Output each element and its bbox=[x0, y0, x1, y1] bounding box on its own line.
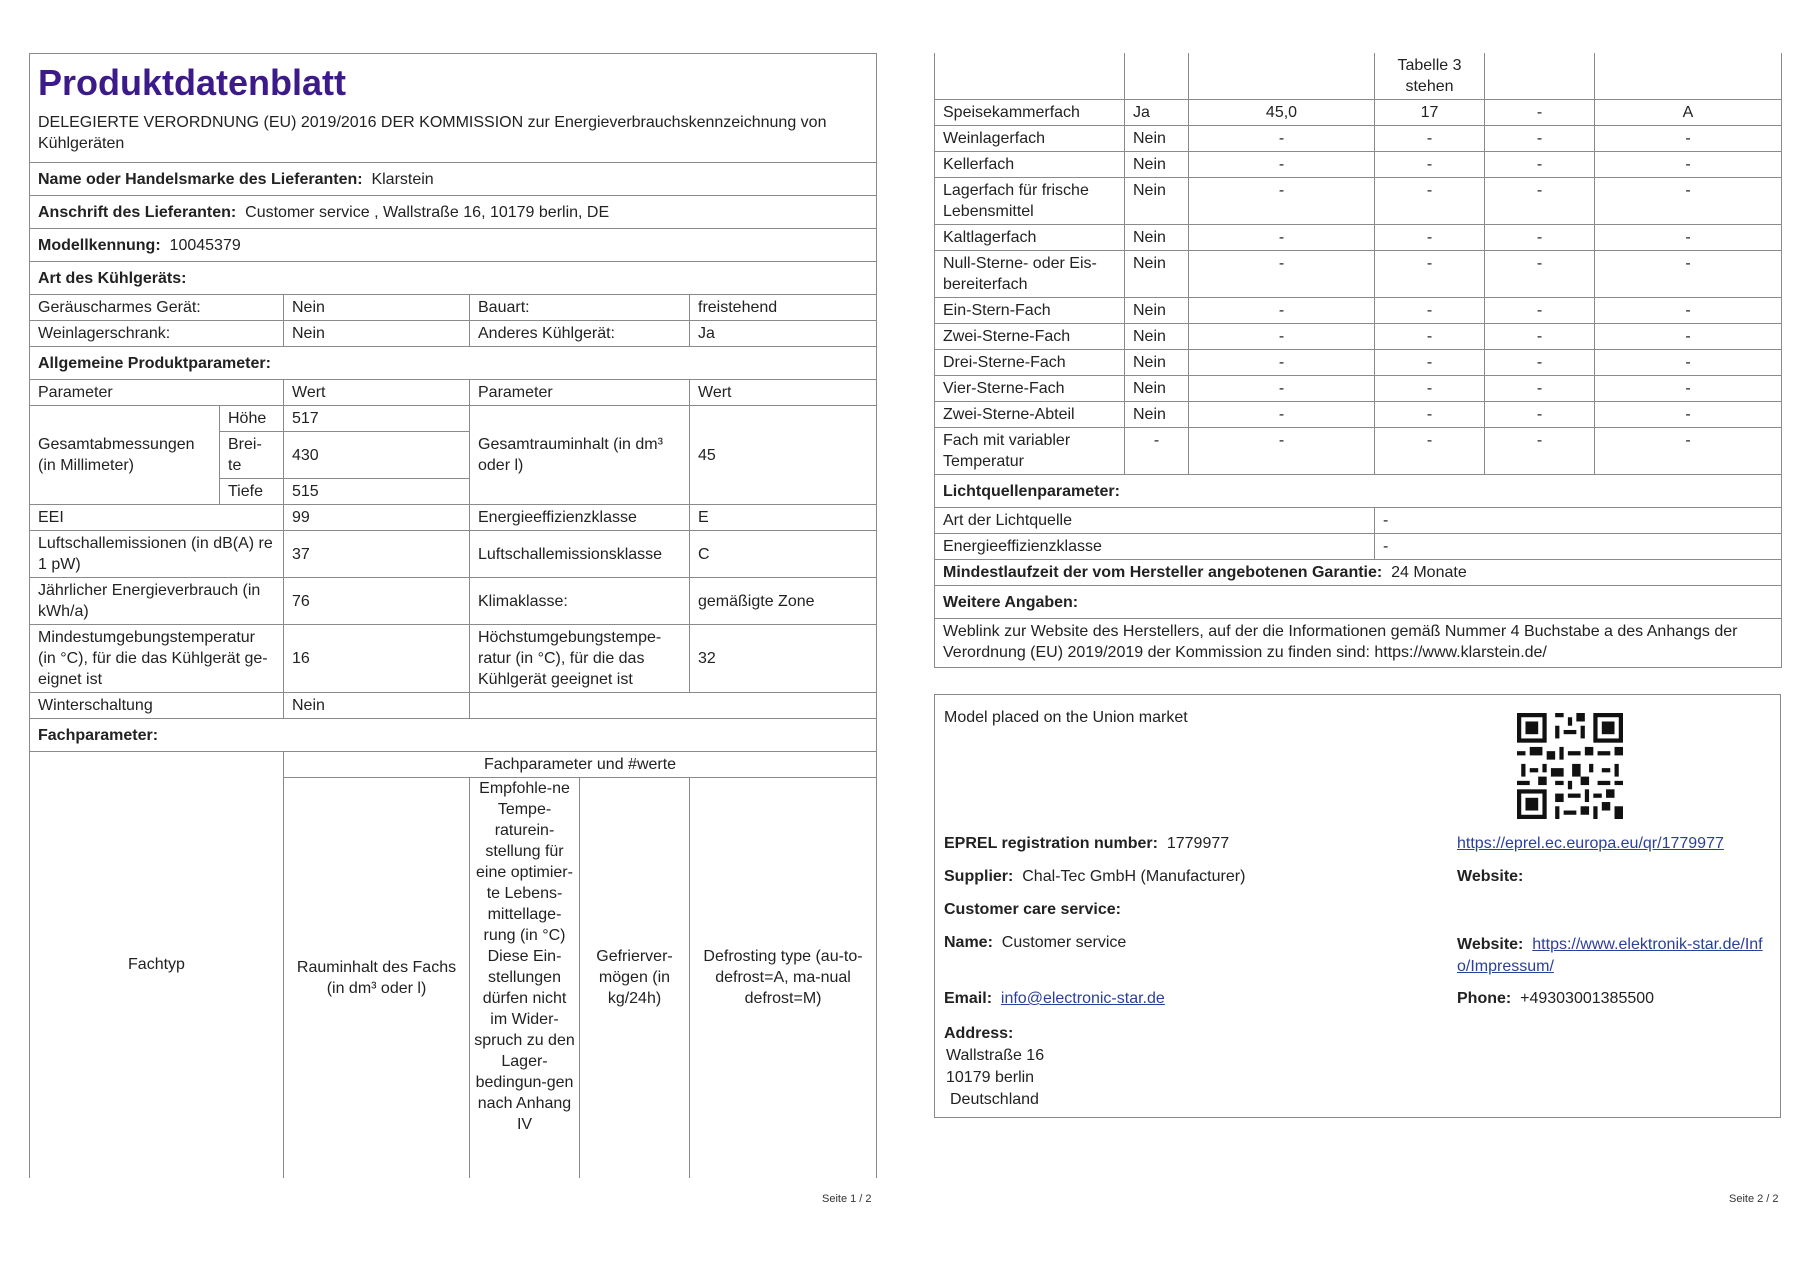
compartment-volume: - bbox=[1189, 178, 1375, 225]
light-type-value: - bbox=[1375, 508, 1782, 534]
depth-value: 515 bbox=[284, 479, 470, 505]
compartment-name: Weinlagerfach bbox=[935, 126, 1125, 152]
compartment-temp: - bbox=[1375, 152, 1485, 178]
compartment-defrost: - bbox=[1595, 324, 1782, 350]
type-param: Weinlagerschrank: bbox=[30, 321, 284, 347]
compartment-temp: - bbox=[1375, 402, 1485, 428]
compartment-volume: - bbox=[1189, 350, 1375, 376]
dimensions-label: Gesamtabmessungen (in Millimeter) bbox=[30, 406, 220, 505]
col-param-header: Parameter bbox=[470, 380, 690, 406]
compartment-volume: - bbox=[1189, 225, 1375, 251]
compartment-volume: - bbox=[1189, 152, 1375, 178]
compartment-heading: Fachparameter: bbox=[30, 719, 877, 752]
col-freezing-capacity: Gefrierver-mögen (in kg/24h) bbox=[580, 778, 690, 1178]
col-defrost-type: Defrosting type (au-to-defrost=A, ma-nual defrost=M) bbox=[690, 778, 877, 1178]
compartment-freeze: - bbox=[1485, 324, 1595, 350]
compartment-defrost: - bbox=[1595, 298, 1782, 324]
type-value: freistehend bbox=[690, 295, 877, 321]
compartment-present: Nein bbox=[1125, 152, 1189, 178]
compartment-defrost: - bbox=[1595, 376, 1782, 402]
param-label: Mindestumgebungstemperatur (in °C), für die das Kühlgerät ge-eignet ist bbox=[30, 625, 284, 693]
appliance-type-heading: Art des Kühlgeräts: bbox=[30, 262, 877, 295]
col-param-header: Parameter bbox=[30, 380, 284, 406]
compartment-volume: - bbox=[1189, 324, 1375, 350]
supplier-address-label: Anschrift des Lieferanten: bbox=[38, 203, 237, 221]
qr-code-icon bbox=[1517, 713, 1623, 819]
compartment-name: Zwei-Sterne-Abteil bbox=[935, 402, 1125, 428]
type-value: Nein bbox=[284, 321, 470, 347]
compartment-freeze: - bbox=[1485, 350, 1595, 376]
compartment-temp: - bbox=[1375, 225, 1485, 251]
compartment-temp: - bbox=[1375, 324, 1485, 350]
light-class-value: - bbox=[1375, 534, 1782, 560]
compartment-freeze: - bbox=[1485, 376, 1595, 402]
type-param: Anderes Kühlgerät: bbox=[470, 321, 690, 347]
compartment-present: Nein bbox=[1125, 350, 1189, 376]
height-value: 517 bbox=[284, 406, 470, 432]
compartment-row bbox=[935, 152, 1782, 178]
param-label: Höchstumgebungstempe-ratur (in °C), für die das Kühlgerät geeignet ist bbox=[470, 625, 690, 693]
compartment-temp: - bbox=[1375, 178, 1485, 225]
supplier-value: Chal-Tec GmbH (Manufacturer) bbox=[1022, 868, 1246, 885]
compartment-temp: - bbox=[1375, 376, 1485, 402]
compartment-present: Nein bbox=[1125, 402, 1189, 428]
type-value: Nein bbox=[284, 295, 470, 321]
compartment-volume: 45,0 bbox=[1189, 100, 1375, 126]
type-param: Geräuscharmes Gerät: bbox=[30, 295, 284, 321]
compartment-temp: - bbox=[1375, 298, 1485, 324]
col-recommended-temp: Empfohle-ne Tempe-raturein-stellung für eine optimier-te Lebens-mittellage-rung (in °C) Diese Ein-stellungen dürfen nicht im Wider-spruch zu den Lager-bedingun-gen nach Anhang IV bbox=[470, 778, 580, 1178]
email-label: Email: bbox=[944, 990, 993, 1007]
email-link[interactable]: info@electronic-star.de bbox=[1000, 990, 1165, 1007]
address-line: Wallstraße 16 bbox=[946, 1047, 1045, 1064]
compartment-present: Nein bbox=[1125, 376, 1189, 402]
care-name-value: Customer service bbox=[1001, 934, 1127, 951]
compartment-temp: - bbox=[1375, 428, 1485, 475]
param-value: 99 bbox=[284, 505, 470, 531]
eprel-reg-label: EPREL registration number: bbox=[944, 835, 1158, 852]
compartment-defrost: - bbox=[1595, 152, 1782, 178]
compartment-row bbox=[935, 178, 1782, 225]
compartment-row bbox=[935, 225, 1782, 251]
compartment-name: Zwei-Sterne-Fach bbox=[935, 324, 1125, 350]
compartment-present: Nein bbox=[1125, 251, 1189, 298]
type-value: Ja bbox=[690, 321, 877, 347]
compartment-row bbox=[935, 324, 1782, 350]
param-label: Klimaklasse: bbox=[470, 578, 690, 625]
col-compartment-volume: Rauminhalt des Fachs (in dm³ oder l) bbox=[284, 778, 470, 1178]
depth-label: Tiefe bbox=[220, 479, 284, 505]
compartment-table bbox=[934, 53, 1782, 668]
compartment-volume: - bbox=[1189, 251, 1375, 298]
address-line: 10179 berlin bbox=[946, 1069, 1035, 1086]
eprel-link[interactable]: https://eprel.ec.europa.eu/qr/1779977 bbox=[1457, 835, 1724, 852]
type-param: Bauart: bbox=[470, 295, 690, 321]
compartment-freeze: - bbox=[1485, 225, 1595, 251]
compartment-name: Kellerfach bbox=[935, 152, 1125, 178]
compartment-freeze: - bbox=[1485, 152, 1595, 178]
winter-label: Winterschaltung bbox=[30, 693, 284, 719]
compartment-present: Ja bbox=[1125, 100, 1189, 126]
compartment-name: Speisekammerfach bbox=[935, 100, 1125, 126]
compartment-freeze: - bbox=[1485, 251, 1595, 298]
compartment-freeze: - bbox=[1485, 178, 1595, 225]
union-market-text: Model placed on the Union market bbox=[944, 709, 1188, 726]
param-value: 32 bbox=[690, 625, 877, 693]
compartment-present: Nein bbox=[1125, 126, 1189, 152]
compartment-row bbox=[935, 428, 1782, 475]
compartment-defrost: - bbox=[1595, 402, 1782, 428]
further-info-heading: Weitere Angaben: bbox=[935, 586, 1782, 619]
supplier-website-label: Website: bbox=[1457, 868, 1524, 885]
compartment-name: Null-Sterne- oder Eis-bereiterfach bbox=[935, 251, 1125, 298]
customer-care-label: Customer care service: bbox=[944, 901, 1121, 918]
page-title: Produktdatenblatt bbox=[38, 62, 347, 103]
care-website-label: Website: bbox=[1457, 936, 1524, 953]
param-label: Luftschallemissionsklasse bbox=[470, 531, 690, 578]
compartment-params-header: Fachparameter und #werte bbox=[284, 752, 877, 778]
compartment-row bbox=[935, 298, 1782, 324]
compartment-volume: - bbox=[1189, 298, 1375, 324]
light-class-label: Energieeffizienzklasse bbox=[935, 534, 1375, 560]
page-1-footer: Seite 1 / 2 bbox=[822, 1193, 872, 1205]
col-value-header: Wert bbox=[690, 380, 877, 406]
phone-value: +49303001385500 bbox=[1520, 990, 1655, 1007]
compartment-temp: - bbox=[1375, 350, 1485, 376]
compartment-freeze: - bbox=[1485, 100, 1595, 126]
compartment-row bbox=[935, 350, 1782, 376]
width-value: 430 bbox=[284, 432, 470, 479]
compartment-defrost: - bbox=[1595, 428, 1782, 475]
general-params-heading: Allgemeine Produktparameter: bbox=[30, 347, 877, 380]
width-label: Brei-te bbox=[220, 432, 284, 479]
care-website-link[interactable]: https://www.elektronik-star.de/Info/Impressum/ bbox=[1457, 936, 1763, 975]
param-value: 37 bbox=[284, 531, 470, 578]
care-name-label: Name: bbox=[944, 934, 993, 951]
compartment-freeze: - bbox=[1485, 126, 1595, 152]
compartment-row bbox=[935, 376, 1782, 402]
compartment-freeze: - bbox=[1485, 428, 1595, 475]
compartment-temp: 17 bbox=[1375, 100, 1485, 126]
param-label: Luftschallemissionen (in dB(A) re 1 pW) bbox=[30, 531, 284, 578]
compartment-temp: - bbox=[1375, 251, 1485, 298]
param-value: 76 bbox=[284, 578, 470, 625]
supplier-label: Supplier: bbox=[944, 868, 1014, 885]
compartment-temp: - bbox=[1375, 126, 1485, 152]
compartment-row bbox=[935, 251, 1782, 298]
supplier-name-label: Name oder Handelsmarke des Lieferanten: bbox=[38, 170, 363, 188]
page-2-footer: Seite 2 / 2 bbox=[1729, 1193, 1779, 1205]
volume-label: Gesamtrauminhalt (in dm³ oder l) bbox=[470, 406, 690, 505]
eprel-info-box bbox=[934, 694, 1781, 1118]
compartment-name: Drei-Sterne-Fach bbox=[935, 350, 1125, 376]
compartment-defrost: - bbox=[1595, 251, 1782, 298]
supplier-address-value: Customer service , Wallstraße 16, 10179 berlin, DE bbox=[245, 203, 610, 221]
height-label: Höhe bbox=[220, 406, 284, 432]
compartment-present: - bbox=[1125, 428, 1189, 475]
param-label: EEI bbox=[30, 505, 284, 531]
compartment-defrost: - bbox=[1595, 178, 1782, 225]
compartment-row bbox=[935, 100, 1782, 126]
compartment-defrost: - bbox=[1595, 350, 1782, 376]
compartment-row bbox=[935, 402, 1782, 428]
compartment-volume: - bbox=[1189, 402, 1375, 428]
compartment-freeze: - bbox=[1485, 402, 1595, 428]
model-value: 10045379 bbox=[169, 236, 241, 254]
compartment-defrost: - bbox=[1595, 126, 1782, 152]
compartment-name: Kaltlagerfach bbox=[935, 225, 1125, 251]
light-source-heading: Lichtquellenparameter: bbox=[935, 475, 1782, 508]
product-datasheet-table bbox=[29, 53, 877, 1178]
compartment-volume: - bbox=[1189, 126, 1375, 152]
param-value: C bbox=[690, 531, 877, 578]
light-type-label: Art der Lichtquelle bbox=[935, 508, 1375, 534]
param-value: 16 bbox=[284, 625, 470, 693]
compartment-present: Nein bbox=[1125, 324, 1189, 350]
address-label: Address: bbox=[944, 1025, 1014, 1042]
param-label: Jährlicher Energieverbrauch (in kWh/a) bbox=[30, 578, 284, 625]
compartment-row bbox=[935, 126, 1782, 152]
compartment-name: Vier-Sterne-Fach bbox=[935, 376, 1125, 402]
phone-label: Phone: bbox=[1457, 990, 1512, 1007]
volume-value: 45 bbox=[690, 406, 877, 505]
param-label: Energieeffizienzklasse bbox=[470, 505, 690, 531]
compartment-defrost: - bbox=[1595, 225, 1782, 251]
page-1 bbox=[29, 53, 876, 1178]
regulation-subtitle: DELEGIERTE VERORDNUNG (EU) 2019/2016 DER KOMMISSION zur Energieverbrauchskennzeichnung von Kühlgeräten bbox=[38, 114, 827, 152]
compartment-name: Lagerfach für frische Lebensmittel bbox=[935, 178, 1125, 225]
compartment-name: Fach mit variabler Temperatur bbox=[935, 428, 1125, 475]
param-value: gemäßigte Zone bbox=[690, 578, 877, 625]
supplier-name-value: Klarstein bbox=[371, 170, 434, 188]
compartment-volume: - bbox=[1189, 428, 1375, 475]
compartment-volume: - bbox=[1189, 376, 1375, 402]
compartment-present: Nein bbox=[1125, 225, 1189, 251]
compartment-present: Nein bbox=[1125, 298, 1189, 324]
param-value: E bbox=[690, 505, 877, 531]
page-2 bbox=[934, 53, 1781, 668]
eprel-reg-value: 1779977 bbox=[1166, 835, 1230, 852]
model-label: Modellkennung: bbox=[38, 236, 161, 254]
warranty-label: Mindestlaufzeit der vom Hersteller angebotenen Garantie: bbox=[943, 564, 1383, 581]
compartment-present: Nein bbox=[1125, 178, 1189, 225]
address-line: Deutschland bbox=[950, 1091, 1039, 1108]
winter-value: Nein bbox=[284, 693, 470, 719]
compartment-freeze: - bbox=[1485, 298, 1595, 324]
compartment-name: Ein-Stern-Fach bbox=[935, 298, 1125, 324]
col-compartment-type: Fachtyp bbox=[30, 752, 284, 1178]
table-continuation-header: Tabelle 3 stehen bbox=[1375, 53, 1485, 100]
compartment-defrost: A bbox=[1595, 100, 1782, 126]
further-info-text: Weblink zur Website des Herstellers, auf der die Informationen gemäß Nummer 4 Buchstabe a des Anhangs der Verordnung (EU) 2019/2019 der Kommission zu finden sind: https://www.klarstein.de/ bbox=[935, 619, 1782, 668]
warranty-value: 24 Monate bbox=[1391, 564, 1467, 581]
col-value-header: Wert bbox=[284, 380, 470, 406]
